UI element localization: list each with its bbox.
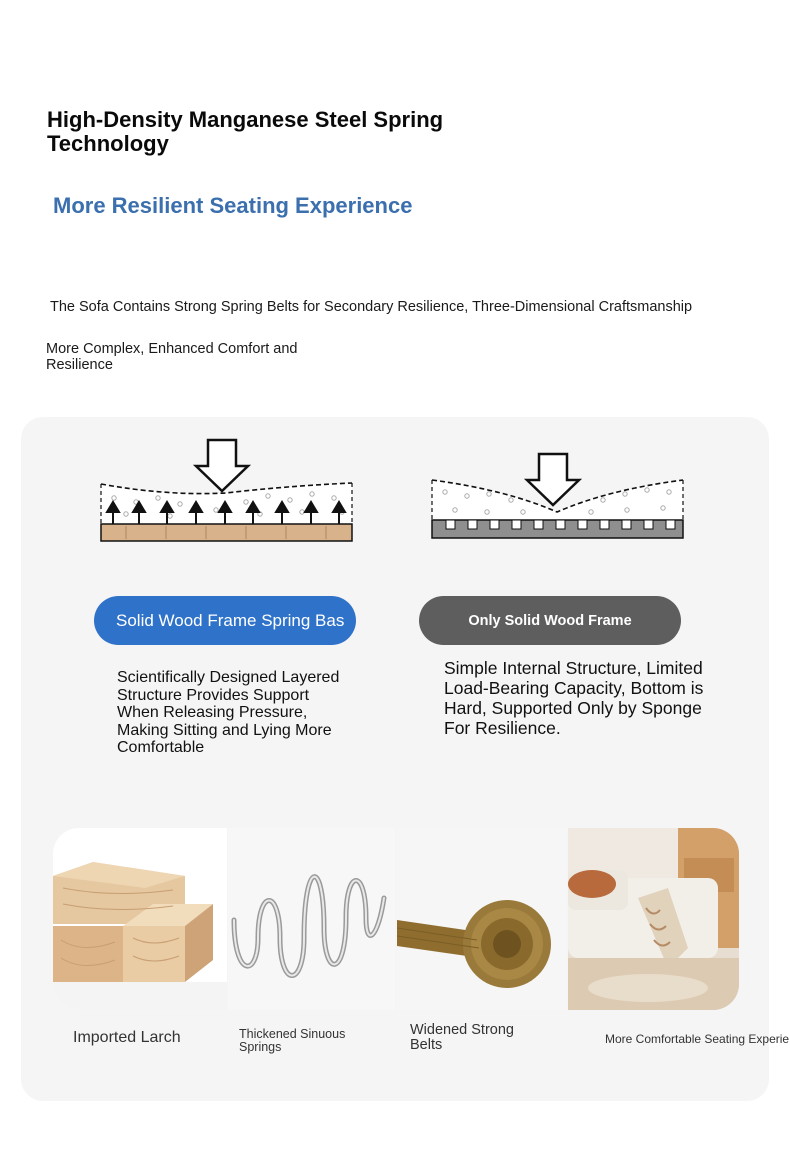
wood-base	[101, 524, 352, 541]
sofa-scene-image	[568, 828, 739, 1010]
intro-line-2: More Complex, Enhanced Comfort and Resilience	[46, 341, 298, 373]
sinuous-spring-image	[228, 828, 395, 1010]
wood-frame-label-button	[419, 596, 681, 645]
material-caption-springs: Thickened Sinuous Springs	[239, 1027, 346, 1054]
material-caption-comfort: More Comfortable Seating Experie	[605, 1032, 790, 1046]
spring-base-label: Solid Wood Frame Spring Bas	[116, 610, 345, 630]
pressure-arrow-icon	[196, 440, 248, 491]
wood-frame-description-tail: For Resilience.	[444, 718, 561, 738]
larch-wood-image	[53, 828, 227, 1010]
sofa-scene-icon	[568, 828, 739, 1010]
wood-frame-label: Only Solid Wood Frame	[468, 612, 632, 629]
larch-wood-blocks-icon	[53, 828, 227, 1010]
wood-frame-description	[444, 658, 734, 738]
material-caption-belts: Widened Strong Belts	[410, 1022, 514, 1053]
page-subtitle: More Resilient Seating Experience	[53, 193, 413, 218]
elastic-belt-roll-icon	[397, 828, 567, 1010]
sinuous-spring-icon	[228, 828, 395, 1010]
spring-base-label-button	[94, 596, 356, 645]
pressure-arrow-icon	[527, 454, 579, 505]
intro-line-1: The Sofa Contains Strong Spring Belts for Secondary Resilience, Three-Dimensional Craftsmanship	[50, 299, 693, 315]
elastic-belt-image	[397, 828, 567, 1010]
material-caption-larch: Imported Larch	[73, 1029, 181, 1046]
wood-frame-only-diagram	[427, 450, 689, 545]
spring-base-description: Scientifically Designed Layered Structure Provides Support When Releasing Pressure, Making Sitting and Lying More Comfortable	[117, 669, 340, 756]
page-title: High-Density Manganese Steel Spring Technology	[47, 107, 444, 156]
spring-base-diagram	[96, 436, 358, 546]
wood-frame-description-main: Simple Internal Structure, Limited Load-Bearing Capacity, Bottom is Hard, Supported Only by Sponge	[444, 658, 704, 718]
